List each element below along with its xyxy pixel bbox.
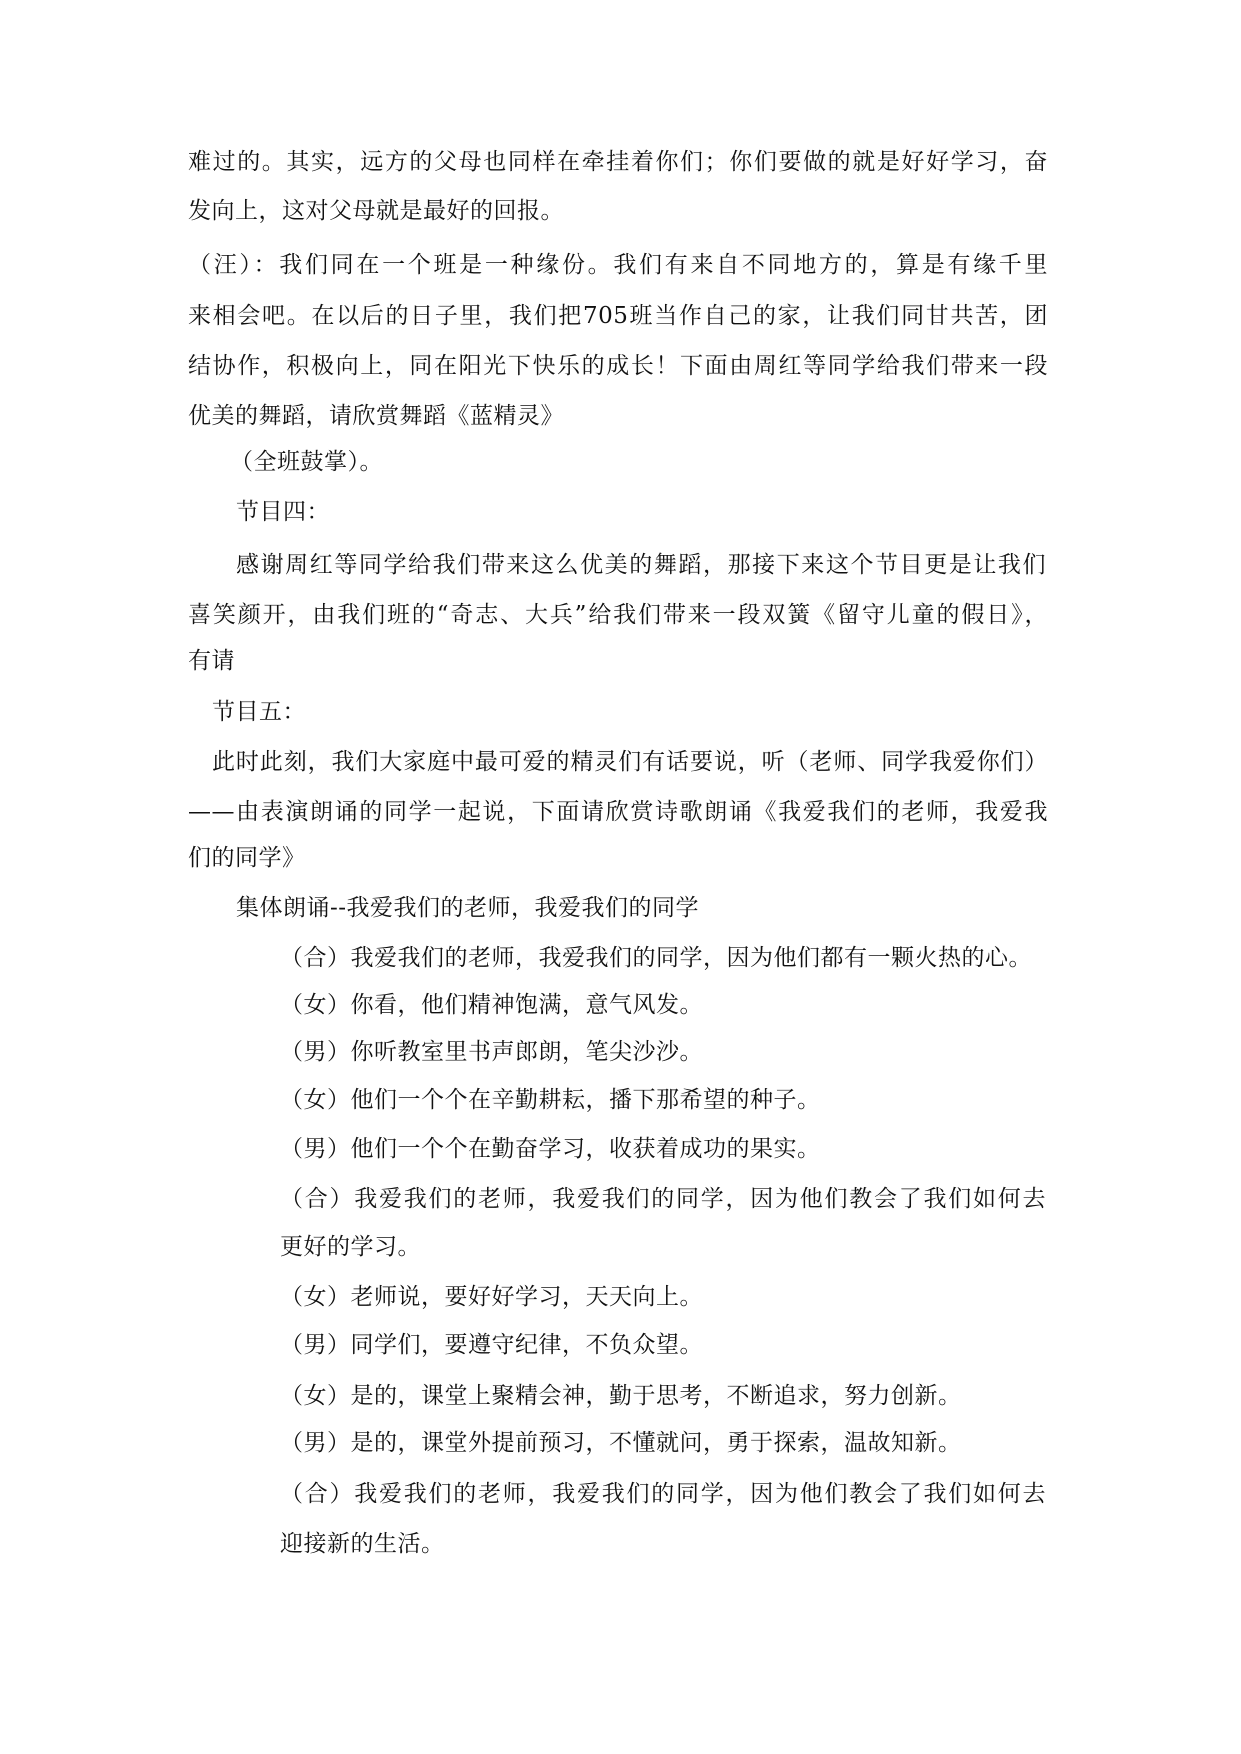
section-heading: 节目四：: [236, 499, 330, 525]
text-line: 发向上，这对父母就是最好的回报。: [188, 198, 564, 224]
recitation-line: 更好的学习。: [280, 1234, 421, 1260]
recitation-line: （男）同学们，要遵守纪律，不负众望。: [280, 1332, 703, 1358]
text-line: 感谢周红等同学给我们带来这么优美的舞蹈，那接下来这个节目更是让我们: [236, 552, 1046, 578]
text-line: 优美的舞蹈，请欣赏舞蹈《蓝精灵》: [188, 403, 564, 429]
text-line: 喜笑颜开，由我们班的“奇志、大兵”给我们带来一段双簧《留守儿童的假日》，: [188, 602, 1048, 628]
text-line: 们的同学》: [188, 845, 306, 871]
recitation-line: （男）是的，课堂外提前预习，不懂就问，勇于探索，温故知新。: [280, 1430, 962, 1456]
recitation-line: （女）是的，课堂上聚精会神，勤于思考，不断追求，努力创新。: [280, 1383, 962, 1409]
text-line: （全班鼓掌）。: [230, 449, 383, 475]
text-line: 此时此刻，我们大家庭中最可爱的精灵们有话要说，听（老师、同学我爱你们）: [212, 749, 1048, 775]
recitation-line: （合）我爱我们的老师，我爱我们的同学，因为他们教会了我们如何去: [280, 1186, 1046, 1212]
recitation-line: （女）老师说，要好好学习，天天向上。: [280, 1284, 703, 1310]
recitation-line: （合）我爱我们的老师，我爱我们的同学，因为他们教会了我们如何去: [280, 1481, 1046, 1507]
recitation-title: 集体朗诵--我爱我们的老师，我爱我们的同学: [236, 895, 700, 921]
text-line: 有请: [188, 648, 235, 674]
recitation-line: （合）我爱我们的老师，我爱我们的同学，因为他们都有一颗火热的心。: [280, 945, 1032, 971]
section-heading: 节目五：: [212, 699, 306, 725]
recitation-line: （女）他们一个个在辛勤耕耘，播下那希望的种子。: [280, 1087, 821, 1113]
text-line: 难过的。其实，远方的父母也同样在牵挂着你们；你们要做的就是好好学习，奋: [188, 149, 1048, 175]
recitation-line: （女）你看，他们精神饱满，意气风发。: [280, 992, 703, 1018]
text-line: 结协作，积极向上，同在阳光下快乐的成长！下面由周红等同学给我们带来一段: [188, 353, 1048, 379]
text-line: （汪）：我们同在一个班是一种缘份。我们有来自不同地方的，算是有缘千里: [188, 252, 1048, 278]
recitation-line: （男）你听教室里书声郎朗，笔尖沙沙。: [280, 1039, 703, 1065]
recitation-line: 迎接新的生活。: [280, 1531, 445, 1557]
recitation-line: （男）他们一个个在勤奋学习，收获着成功的果实。: [280, 1136, 821, 1162]
text-line: 来相会吧。在以后的日子里，我们把705班当作自己的家，让我们同甘共苦，团: [188, 303, 1048, 329]
text-line: ——由表演朗诵的同学一起说，下面请欣赏诗歌朗诵《我爱我们的老师，我爱我: [188, 799, 1048, 825]
